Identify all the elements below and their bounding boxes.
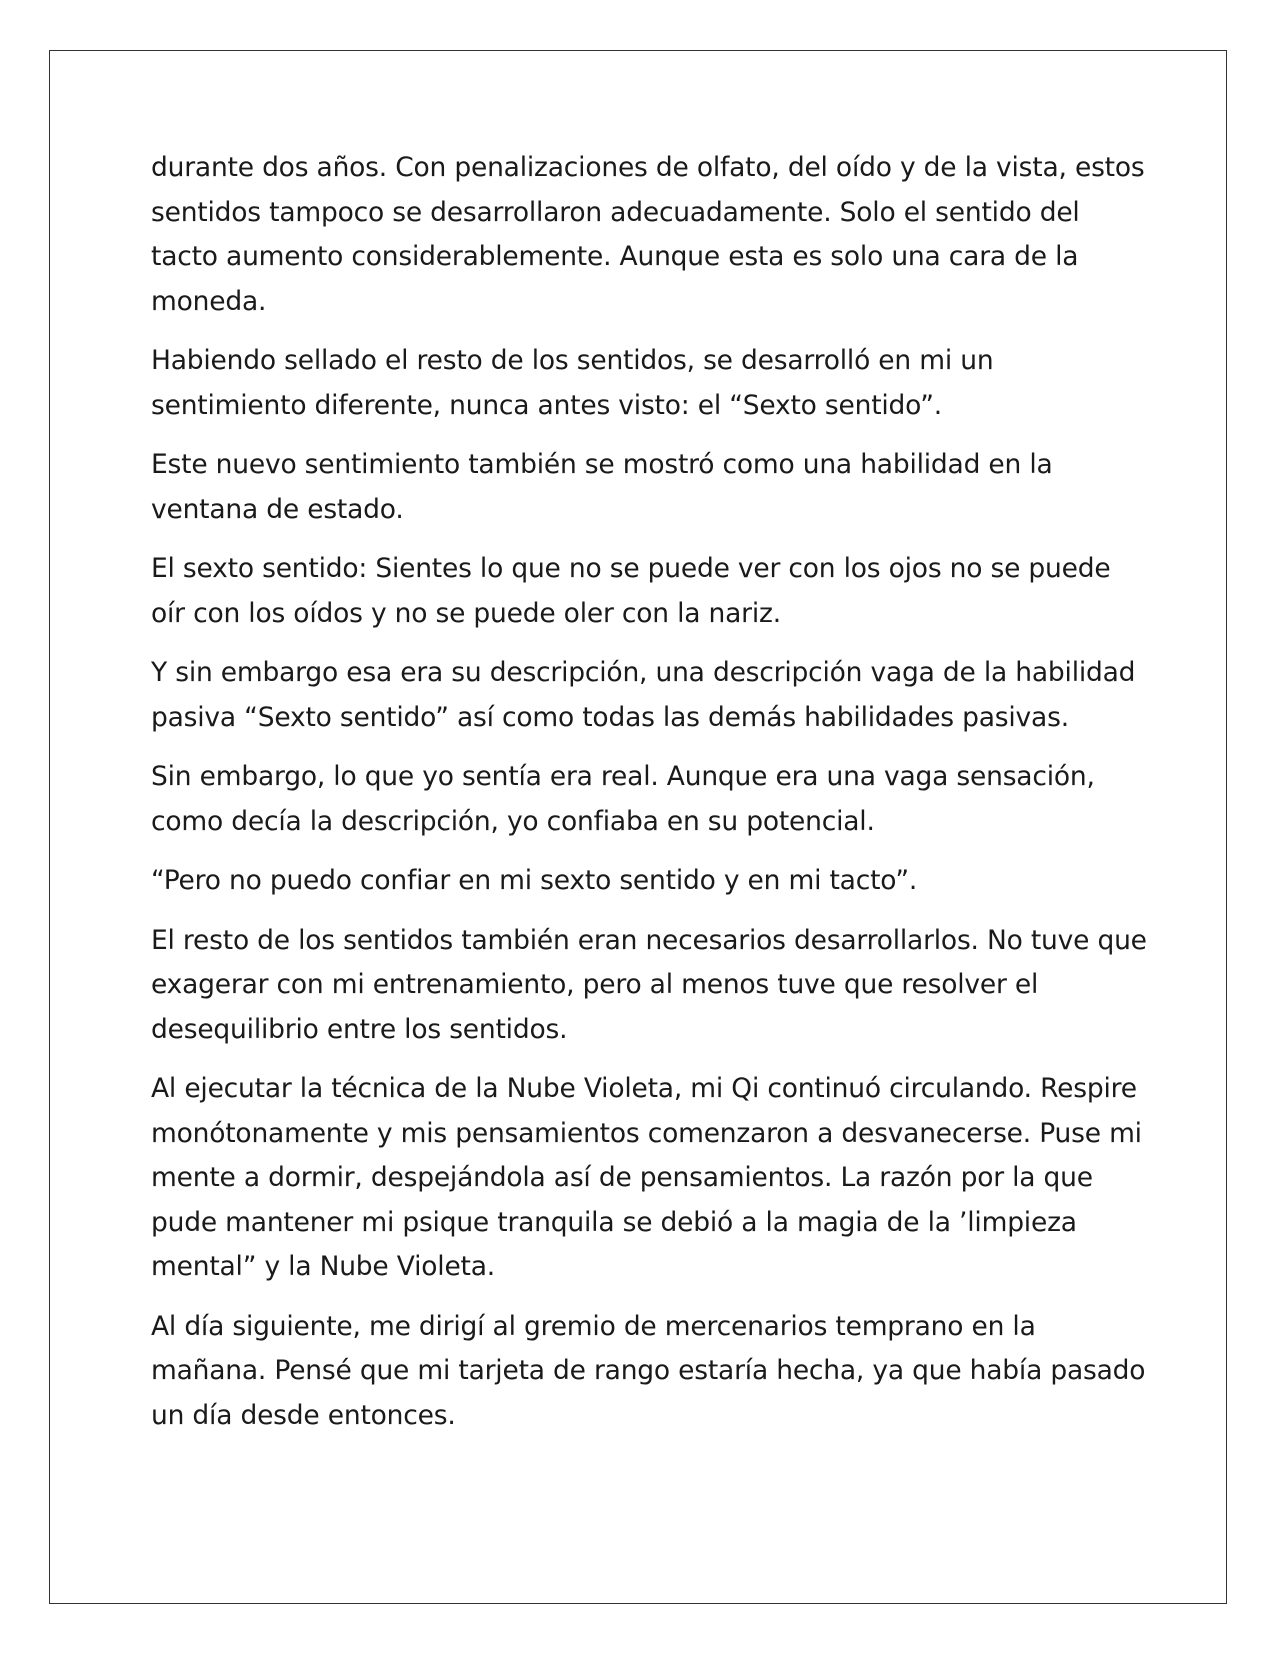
document-body: [151, 146, 1151, 1453]
paragraph: Habiendo sellado el resto de los sentidos, se desarrolló en mi un sentimiento diferente, nunca antes visto: el “Sexto sentido”.: [151, 345, 994, 421]
paragraph: El sexto sentido: Sientes lo que no se puede ver con los ojos no se puede oír con los oídos y no se puede oler con la nariz.: [151, 553, 1111, 629]
paragraph: Y sin embargo esa era su descripción, una descripción vaga de la habilidad pasiva “Sexto sentido” así como todas las demás habilidades pasivas.: [151, 657, 1136, 733]
paragraph: Este nuevo sentimiento también se mostró como una habilidad en la ventana de estado.: [151, 449, 1053, 525]
paragraph: durante dos años. Con penalizaciones de olfato, del oído y de la vista, estos sentidos tampoco se desarrollaron adecuadamente. Solo el sentido del tacto aumento considerablemente. Aunque esta es solo una cara de la moneda.: [151, 152, 1145, 317]
paragraph: Sin embargo, lo que yo sentía era real. Aunque era una vaga sensación, como decía la descripción, yo confiaba en su potencial.: [151, 761, 1095, 837]
paragraph: El resto de los sentidos también eran necesarios desarrollarlos. No tuve que exagerar con mi entrenamiento, pero al menos tuve que resolver el desequilibrio entre los sentidos.: [151, 924, 1147, 1045]
paragraph: “Pero no puedo confiar en mi sexto sentido y en mi tacto”.: [151, 865, 918, 896]
paragraph: Al día siguiente, me dirigí al gremio de mercenarios temprano en la mañana. Pensé que mi tarjeta de rango estaría hecha, ya que había pasado un día desde entonces.: [151, 1310, 1146, 1431]
paragraph: Al ejecutar la técnica de la Nube Violeta, mi Qi continuó circulando. Respire monótonamente y mis pensamientos comenzaron a desvanecerse. Puse mi mente a dormir, despejándola así de pensamientos. La razón por la que pude mantener mi psique tranquila se debió a la magia de la ’limpieza mental” y la Nube Violeta.: [151, 1073, 1142, 1282]
